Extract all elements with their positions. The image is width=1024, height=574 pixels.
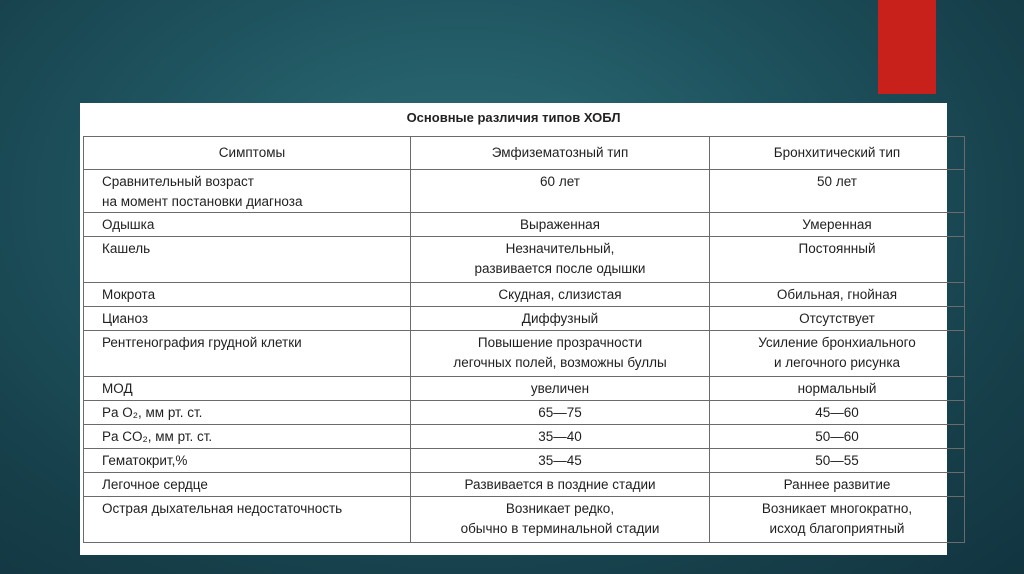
bronchitic-cell xyxy=(710,307,965,331)
symptom-cell xyxy=(84,449,411,473)
table-row xyxy=(84,213,965,237)
cell-text-line: 35—40 xyxy=(538,429,582,444)
cell-text-line: Острая дыхательная недостаточность xyxy=(102,501,343,516)
cell-text-line: Гематокрит,% xyxy=(102,453,188,468)
cell-text-line: Pa CO₂, мм рт. ст. xyxy=(102,429,213,444)
cell-text-line: Усиление бронхиального xyxy=(758,335,916,350)
table-row xyxy=(84,473,965,497)
table-row xyxy=(84,497,965,543)
cell-text-line: исход благоприятный xyxy=(769,521,905,536)
table-row xyxy=(84,237,965,283)
cell-text-line: Одышка xyxy=(102,217,155,232)
bronchitic-cell xyxy=(710,497,965,543)
bronchitic-cell xyxy=(710,213,965,237)
cell-text-line: Легочное сердце xyxy=(102,477,208,492)
table-row xyxy=(84,425,965,449)
cell-text-line: на момент постановки диагноза xyxy=(102,194,303,209)
bronchitic-cell xyxy=(710,449,965,473)
cell-text-line: Рентгенография грудной клетки xyxy=(102,335,302,350)
header-bronchitic: Бронхитический тип xyxy=(710,137,965,170)
cell-text-line: Развивается в поздние стадии xyxy=(464,477,656,492)
emphysematous-cell xyxy=(411,170,710,213)
cell-text-line: Скудная, слизистая xyxy=(498,287,622,302)
table-row xyxy=(84,449,965,473)
cell-text-line: 50—60 xyxy=(815,429,859,444)
cell-text-line: 45—60 xyxy=(815,405,859,420)
cell-text-line: Умеренная xyxy=(802,217,872,232)
table-sheet xyxy=(80,103,947,555)
header-symptoms: Симптомы xyxy=(84,137,411,170)
cell-text-line: Обильная, гнойная xyxy=(776,287,898,302)
bronchitic-cell xyxy=(710,425,965,449)
cell-text-line: Цианоз xyxy=(102,311,149,326)
red-accent-block xyxy=(878,0,936,94)
symptom-cell xyxy=(84,283,411,307)
emphysematous-cell xyxy=(411,307,710,331)
symptom-cell xyxy=(84,497,411,543)
symptom-cell xyxy=(84,307,411,331)
cell-text-line: МОД xyxy=(102,381,133,396)
bronchitic-cell xyxy=(710,473,965,497)
cell-text-line: увеличен xyxy=(530,381,590,396)
cell-text-line: Повышение прозрачности xyxy=(477,335,643,350)
symptom-cell xyxy=(84,213,411,237)
symptom-cell xyxy=(84,377,411,401)
emphysematous-cell xyxy=(411,401,710,425)
cell-text-line: Выраженная xyxy=(520,217,600,232)
header-emphysematous: Эмфизематозный тип xyxy=(411,137,710,170)
bronchitic-cell xyxy=(710,401,965,425)
emphysematous-cell xyxy=(411,331,710,377)
comparison-table xyxy=(83,136,965,543)
header-row xyxy=(84,137,965,170)
emphysematous-cell xyxy=(411,283,710,307)
table-row xyxy=(84,377,965,401)
cell-text-line: Раннее развитие xyxy=(783,477,891,492)
emphysematous-cell xyxy=(411,497,710,543)
cell-text-line: Возникает редко, xyxy=(505,501,615,516)
cell-text-line: 50 лет xyxy=(817,174,857,189)
bronchitic-cell xyxy=(710,170,965,213)
cell-text-line: 35—45 xyxy=(538,453,582,468)
cell-text-line: 50—55 xyxy=(815,453,859,468)
table-row xyxy=(84,401,965,425)
emphysematous-cell xyxy=(411,473,710,497)
table-row xyxy=(84,307,965,331)
emphysematous-cell xyxy=(411,449,710,473)
table-title: Основные различия типов ХОБЛ xyxy=(406,110,621,125)
cell-text-line: Сравнительный возраст xyxy=(102,174,254,189)
cell-text-line: Постоянный xyxy=(798,241,876,256)
symptom-cell xyxy=(84,331,411,377)
cell-text-line: обычно в терминальной стадии xyxy=(460,521,660,536)
symptom-cell xyxy=(84,473,411,497)
cell-text-line: легочных полей, возможны буллы xyxy=(453,355,667,370)
bronchitic-cell xyxy=(710,331,965,377)
cell-text-line: развивается после одышки xyxy=(474,261,646,276)
cell-text-line: Возникает многократно, xyxy=(761,501,913,516)
emphysematous-cell xyxy=(411,425,710,449)
table-row xyxy=(84,170,965,213)
cell-text-line: Pa O₂, мм рт. ст. xyxy=(102,405,203,420)
symptom-cell xyxy=(84,237,411,283)
cell-text-line: и легочного рисунка xyxy=(773,355,901,370)
cell-text-line: нормальный xyxy=(797,381,877,396)
bronchitic-cell xyxy=(710,377,965,401)
cell-text-line: 65—75 xyxy=(538,405,582,420)
cell-text-line: 60 лет xyxy=(540,174,580,189)
cell-text-line: Незначительный, xyxy=(505,241,615,256)
table-row xyxy=(84,283,965,307)
cell-text-line: Кашель xyxy=(102,241,151,256)
emphysematous-cell xyxy=(411,377,710,401)
symptom-cell xyxy=(84,425,411,449)
table-row xyxy=(84,331,965,377)
bronchitic-cell xyxy=(710,237,965,283)
emphysematous-cell xyxy=(411,237,710,283)
emphysematous-cell xyxy=(411,213,710,237)
symptom-cell xyxy=(84,170,411,213)
cell-text-line: Мокрота xyxy=(102,287,156,302)
cell-text-line: Отсутствует xyxy=(799,311,875,326)
cell-text-line: Диффузный xyxy=(521,311,599,326)
bronchitic-cell xyxy=(710,283,965,307)
symptom-cell xyxy=(84,401,411,425)
